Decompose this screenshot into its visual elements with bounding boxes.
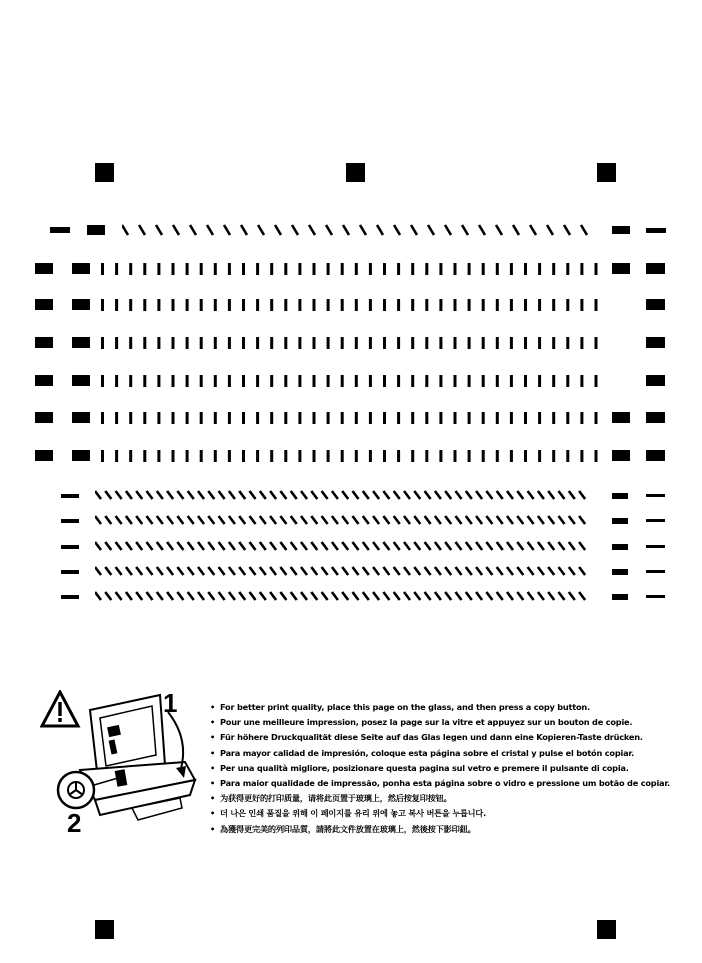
slash-row (95, 591, 595, 601)
step-number-two: 2 (67, 808, 82, 838)
pattern-marker (72, 375, 90, 386)
pattern-marker (50, 227, 70, 233)
pattern-marker (646, 412, 665, 423)
pattern-marker (72, 412, 90, 423)
pattern-marker (612, 412, 630, 423)
pattern-marker (72, 450, 90, 461)
pattern-marker (612, 518, 628, 524)
bar-row (101, 412, 598, 424)
alignment-mark-top-center (346, 163, 365, 182)
instruction-text: Für höhere Druckqualität diese Seite auf das Glas legen und dann eine Kopieren-Taste drücken. (220, 732, 643, 743)
slash-row (95, 490, 595, 500)
pattern-marker (61, 570, 79, 574)
instruction-text: Pour une meilleure impression, posez la page sur la vitre et appuyez sur un bouton de copie. (220, 717, 633, 728)
pattern-marker (612, 226, 630, 234)
pattern-marker (646, 595, 665, 598)
pattern-marker (646, 519, 665, 522)
alignment-mark-top-right (597, 163, 616, 182)
pattern-marker (612, 263, 630, 274)
slash-row (122, 224, 600, 236)
instruction-line: • 为获得更好的打印质量，请将此页置于玻璃上，然后按复印按钮。 (210, 793, 452, 804)
bar-row (101, 450, 598, 462)
instruction-line: • For better print quality, place this page on the glass, and then press a copy button. (210, 702, 590, 712)
pattern-marker (35, 299, 53, 310)
pattern-marker (612, 569, 628, 575)
pattern-marker (35, 450, 53, 461)
slash-row (95, 566, 595, 576)
slash-row (95, 515, 595, 525)
instruction-line: • Pour une meilleure impression, posez la page sur la vitre et appuyez sur un bouton de copie. (210, 717, 633, 728)
pattern-marker (35, 337, 53, 348)
pattern-marker (646, 375, 665, 386)
pattern-marker (612, 493, 628, 499)
pattern-marker (35, 375, 53, 386)
pattern-marker (72, 263, 90, 274)
instruction-line: • 為獲得更完美的列印品質，請將此文件放置在玻璃上，然後按下影印鈕。 (210, 823, 476, 834)
pattern-marker (646, 450, 665, 461)
pattern-marker (61, 545, 79, 549)
pattern-marker (646, 299, 665, 310)
alignment-mark-bottom-right (597, 920, 616, 939)
instruction-text: For better print quality, place this page on the glass, and then press a copy button. (220, 702, 590, 712)
instruction-text: 더 나은 인쇄 품질을 위해 이 페이지를 유리 위에 놓고 복사 버튼을 누릅니다. (220, 808, 486, 819)
slash-row (95, 541, 595, 551)
pattern-marker (61, 595, 79, 599)
pattern-marker (612, 594, 628, 600)
step-number-one: 1 (163, 688, 178, 718)
instruction-list (210, 700, 680, 837)
pattern-marker (72, 299, 90, 310)
bar-row (101, 375, 598, 387)
pattern-marker (35, 263, 53, 274)
instruction-text: Para mayor calidad de impresión, coloque esta página sobre el cristal y pulse el botón copiar. (220, 747, 634, 758)
pattern-marker (35, 412, 53, 423)
instruction-line: • Per una qualità migliore, posizionare questa pagina sul vetro e premere il pulsante di copia. (210, 762, 629, 773)
pattern-marker (646, 263, 665, 274)
instruction-text: 為獲得更完美的列印品質，請將此文件放置在玻璃上，然後按下影印鈕。 (220, 823, 476, 834)
pattern-marker (72, 337, 90, 348)
pattern-marker (646, 228, 666, 233)
instruction-text: Per una qualità migliore, posizionare questa pagina sul vetro e premere il pulsante di copia. (220, 762, 629, 773)
pattern-marker (87, 225, 105, 235)
alignment-mark-top-left (95, 163, 114, 182)
pattern-marker (646, 570, 665, 573)
instruction-line: • Para mayor calidad de impresión, coloque esta página sobre el cristal y pulse el botón copiar. (210, 747, 634, 758)
pattern-marker (646, 337, 665, 348)
pattern-marker (646, 545, 665, 548)
instruction-text: Para maior qualidade de impressão, ponha esta página sobre o vidro e pressione um botão de copiar. (220, 778, 670, 789)
instruction-line: • Para maior qualidade de impressão, ponha esta página sobre o vidro e pressione um botão de copiar. (210, 778, 670, 789)
pattern-marker (612, 544, 628, 550)
pattern-marker (646, 494, 665, 497)
scanner-illustration (40, 690, 210, 840)
instruction-text: 为获得更好的打印质量，请将此页置于玻璃上，然后按复印按钮。 (220, 793, 452, 804)
bar-row (101, 299, 598, 311)
bar-row (101, 337, 598, 349)
alignment-mark-bottom-left (95, 920, 114, 939)
pattern-marker (612, 450, 630, 461)
pattern-marker (61, 519, 79, 523)
pattern-marker (61, 494, 79, 498)
bar-row (101, 263, 598, 275)
instruction-line: • Für höhere Druckqualität diese Seite auf das Glas legen und dann eine Kopieren-Taste drücken. (210, 732, 643, 743)
warning-triangle-icon (42, 692, 78, 726)
instruction-line: • 더 나은 인쇄 품질을 위해 이 페이지를 유리 위에 놓고 복사 버튼을 누릅니다. (210, 808, 486, 819)
